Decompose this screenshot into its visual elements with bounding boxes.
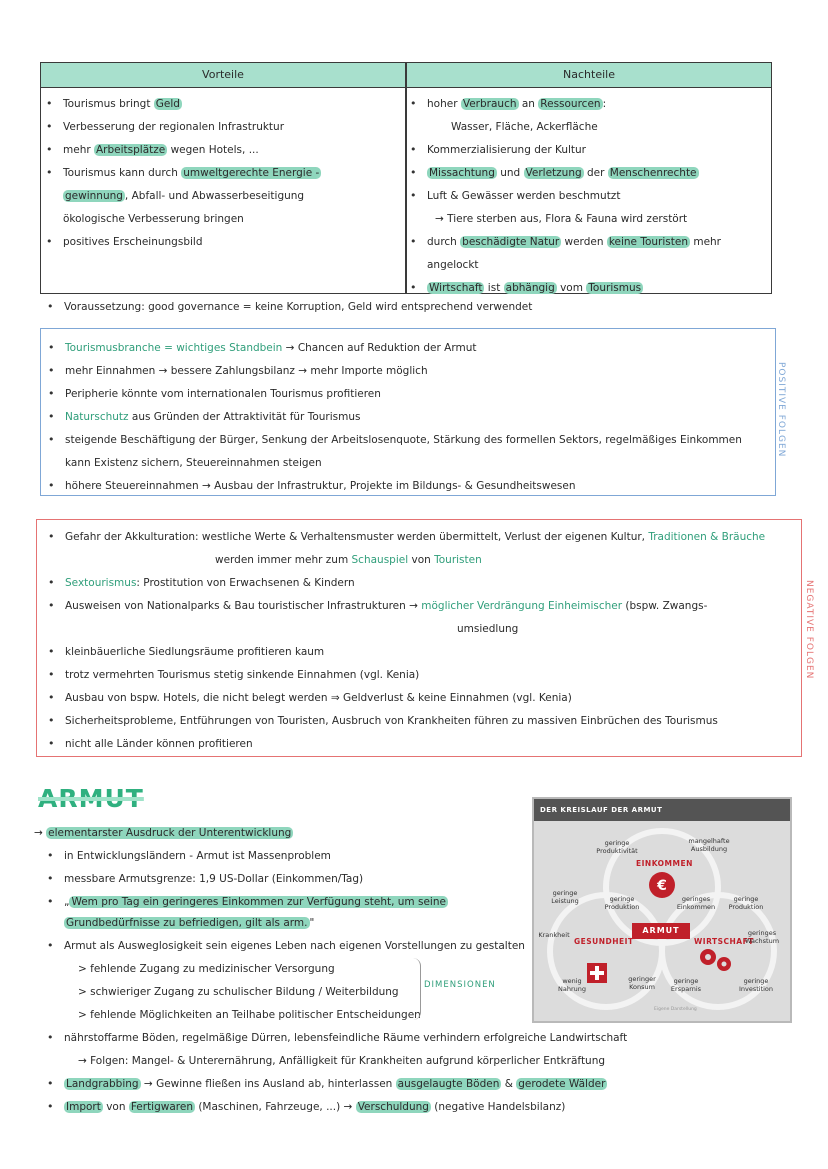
text-segment: gerodete Wälder (518, 1078, 606, 1090)
list-item (48, 410, 361, 424)
text-segment: von (408, 554, 435, 566)
text-segment: Import (66, 1101, 101, 1113)
text-segment: der (583, 167, 608, 179)
bullet: • (48, 530, 55, 543)
list-item (46, 166, 321, 180)
bullet: • (47, 939, 54, 952)
text-segment: mehr Einnahmen → bessere Zahlungsbilanz → mehr Importe möglich (65, 365, 428, 377)
bullet: • (48, 479, 55, 492)
text-segment: Fertigwaren (130, 1101, 193, 1113)
bullet: • (410, 143, 417, 156)
bullet: • (48, 433, 55, 446)
bullet: • (410, 281, 417, 294)
list-item (48, 387, 381, 401)
nachteile-header: Nachteile (407, 63, 771, 88)
list-item (46, 143, 259, 157)
text-segment: : (602, 98, 607, 110)
label-geringes-einkommen: geringes Einkommen (676, 895, 716, 911)
bullet: • (47, 872, 54, 885)
label-investition: geringe Investition (738, 977, 774, 993)
list-item (410, 189, 621, 203)
text-segment: kann Existenz sichern, Steuereinnahmen steigen (65, 457, 322, 469)
list-item (48, 576, 355, 590)
text-segment: höhere Steuereinnahmen → Ausbau der Infrastruktur, Projekte im Bildungs- & Gesundheitswesen (65, 480, 576, 492)
list-item (215, 553, 482, 567)
label-gp-right: geringe Produktion (728, 895, 764, 911)
text-segment: Verbesserung der regionalen Infrastruktur (63, 121, 285, 133)
svg-text:€: € (657, 878, 667, 894)
armut-title: ARMUT (38, 784, 144, 813)
text-segment: werden immer mehr zum (215, 554, 352, 566)
text-segment: steigende Beschäftigung der Bürger, Senkung der Arbeitslosenquote, Stärkung des formellen Sektors, regelmäßiges Einkommen (65, 434, 742, 446)
list-item (78, 1054, 605, 1068)
text-segment: > schwieriger Zugang zu schulischer Bildung / Weiterbildung (78, 986, 399, 998)
list-item (78, 985, 399, 999)
text-segment: werden (561, 236, 607, 248)
diagram-title: DER KREISLAUF DER ARMUT (534, 799, 790, 821)
text-segment: Verschuldung (357, 1101, 429, 1113)
bullet: • (46, 143, 53, 156)
list-item (78, 962, 335, 976)
text-segment: (Maschinen, Fahrzeuge, ...) → (195, 1101, 356, 1113)
text-segment: Geld (155, 98, 180, 110)
bullet: • (47, 895, 54, 908)
text-segment: > fehlende Zugang zu medizinischer Versorgung (78, 963, 335, 975)
text-segment: umsiedlung (457, 623, 519, 635)
text-segment: → Folgen: Mangel- & Unterernährung, Anfälligkeit für Krankheiten aufgrund körperlicher Entkräftung (78, 1055, 606, 1067)
bullet: • (46, 97, 53, 110)
diagram-source: Eigene Darstellung (654, 1007, 697, 1012)
text-segment: Arbeitsplätze (96, 144, 166, 156)
text-segment: ist (484, 282, 504, 294)
text-segment: vom (556, 282, 587, 294)
list-item (47, 895, 448, 909)
text-segment: hoher (427, 98, 461, 110)
list-item (48, 433, 742, 447)
list-item (435, 212, 687, 226)
bullet: • (48, 714, 55, 727)
text-segment: Verletzung (525, 167, 582, 179)
bullet: • (48, 576, 55, 589)
text-segment: aus Gründen der Attraktivität für Tourismus (128, 411, 361, 423)
list-item (63, 189, 304, 203)
text-segment: → Tiere sterben aus, Flora & Fauna wird zerstört (435, 213, 688, 225)
list-item (410, 235, 721, 249)
list-item (63, 212, 244, 226)
label-wirtschaft: WIRTSCHAFT (694, 937, 754, 946)
text-segment: Ressourcen (540, 98, 601, 110)
text-segment: mehr (690, 236, 721, 248)
negative-consequences-box (36, 519, 802, 757)
label-leistung: geringe Leistung (551, 889, 579, 905)
label-einkommen: EINKOMMEN (636, 859, 693, 868)
list-item (410, 97, 607, 111)
text-segment: umweltgerechte Energie - (183, 167, 320, 179)
list-item (47, 1100, 566, 1114)
list-item (48, 714, 718, 728)
text-segment: ausgelaugte Böden (397, 1078, 500, 1090)
text-segment: , Abfall- und Abwasserbeseitigung (124, 190, 305, 202)
text-segment: durch (427, 236, 461, 248)
list-item (451, 120, 598, 134)
text-segment: > fehlende Möglichkeiten an Teilhabe politischer Entscheidungen (78, 1009, 421, 1021)
label-gp-top: geringe Produktivität (596, 839, 638, 855)
dimensionen-label: DIMENSIONEN (424, 980, 496, 990)
text-segment: Tourismus bringt (63, 98, 154, 110)
text-segment: Ausbau von bspw. Hotels, die nicht belegt werden ⇒ Geldverlust & keine Einnahmen (vgl. Kenia) (65, 692, 572, 704)
text-segment: mehr (63, 144, 94, 156)
text-segment: abhängig (505, 282, 555, 294)
text-segment: Sicherheitsprobleme, Entführungen von Touristen, Ausbruch von Krankheiten führen zu massiven Einbrüchen des Tourismus (65, 715, 718, 727)
text-segment: Touristen (434, 554, 482, 566)
list-item (47, 1077, 607, 1091)
text-segment: wegen Hotels, ... (167, 144, 259, 156)
list-item (48, 737, 253, 751)
voraussetzung-line: • Voraussetzung: good governance = keine Korruption, Geld wird entsprechend verwendet (47, 300, 533, 313)
poverty-cycle-diagram (532, 797, 792, 1023)
list-item (46, 235, 203, 249)
text-segment: Peripherie könnte vom internationalen Tourismus profitieren (65, 388, 381, 400)
text-segment: Ausweisen von Nationalparks & Bau touristischer Infrastrukturen → (65, 600, 422, 612)
text-segment: nährstoffarme Böden, regelmäßige Dürren, lebensfeindliche Räume verhindern erfolgreiche Landwirtschaft (64, 1032, 628, 1044)
pros-cons-table (40, 62, 772, 294)
bullet: • (410, 235, 417, 248)
list-item (48, 691, 572, 705)
bullet: • (46, 166, 53, 179)
text-segment: (bspw. Zwangs- (622, 600, 708, 612)
text-segment: Luft & Gewässer werden beschmutzt (427, 190, 621, 202)
text-segment: Schauspiel (351, 554, 409, 566)
text-segment: Wirtschaft (429, 282, 483, 294)
bullet: • (46, 235, 53, 248)
text-segment: nicht alle Länder können profitieren (65, 738, 253, 750)
label-krankheit: Krankheit (538, 931, 570, 939)
text-segment: Missachtung (429, 167, 495, 179)
list-item (410, 166, 699, 180)
bullet: • (48, 387, 55, 400)
text-segment: „ (64, 896, 70, 908)
text-segment: Sextourismus (65, 577, 137, 589)
text-segment: (negative Handelsbilanz) (430, 1101, 566, 1113)
diagram-center-armut: ARMUT (632, 923, 690, 939)
table-divider (405, 63, 407, 293)
text-segment: → Gewinne fließen ins Ausland ab, hinterlassen (140, 1078, 396, 1090)
vorteile-header: Vorteile (41, 63, 405, 88)
text-segment: Menschenrechte (609, 167, 697, 179)
text-segment: Landgrabbing (66, 1078, 139, 1090)
bullet: • (410, 97, 417, 110)
text-segment: trotz vermehrten Tourismus stetig sinkende Einnahmen (vgl. Kenia) (65, 669, 420, 681)
bullet: • (48, 668, 55, 681)
list-item (47, 872, 364, 886)
bullet: • (48, 691, 55, 704)
text-segment: & (501, 1078, 517, 1090)
text-segment: Traditionen & Bräuche (648, 531, 766, 543)
text-segment: Gefahr der Akkulturation: westliche Werte & Verhaltensmuster werden übermittelt, Verlust der eigenen Kultur, (65, 531, 649, 543)
text-segment: positives Erscheinungsbild (63, 236, 203, 248)
text-segment: kleinbäuerliche Siedlungsräume profitieren kaum (65, 646, 325, 658)
bullet: • (410, 166, 417, 179)
text-segment: → Chancen auf Reduktion der Armut (282, 342, 477, 354)
list-item (78, 1008, 421, 1022)
bullet: • (48, 341, 55, 354)
text-segment: beschädigte Natur (462, 236, 560, 248)
list-item (48, 645, 325, 659)
list-item (47, 939, 525, 953)
text-segment: Tourismus (588, 282, 642, 294)
list-item (410, 143, 586, 157)
bullet: • (48, 364, 55, 377)
text-segment: Tourismusbranche = wichtiges Standbein (65, 342, 283, 354)
text-segment: : Prostitution von Erwachsenen & Kindern (136, 577, 355, 589)
label-gp-mid: geringe Produktion (604, 895, 640, 911)
label-konsum: geringer Konsum (628, 975, 656, 991)
bullet: • (410, 189, 417, 202)
list-item (34, 826, 293, 840)
label-gesundheit: GESUNDHEIT (574, 937, 634, 946)
text-segment: " (309, 917, 315, 929)
bullet: • (48, 737, 55, 750)
list-item (410, 281, 643, 295)
text-segment: Grundbedürfnisse zu befriedigen, gilt als arm. (66, 917, 308, 929)
positive-consequences-box (40, 328, 776, 496)
list-item (46, 97, 182, 111)
list-item (427, 258, 479, 272)
list-item (64, 916, 314, 930)
bullet: • (47, 1100, 54, 1113)
list-item (48, 341, 477, 355)
text-segment: Kommerzialisierung der Kultur (427, 144, 586, 156)
text-segment: Tourismus kann durch (63, 167, 182, 179)
bullet: • (47, 849, 54, 862)
text-segment: von (102, 1101, 129, 1113)
text-segment: Wasser, Fläche, Ackerfläche (451, 121, 598, 133)
text-segment: und (496, 167, 524, 179)
list-item (48, 668, 420, 682)
list-item (48, 599, 708, 613)
positive-label: POSITIVE FOLGEN (776, 362, 786, 458)
list-item (457, 622, 518, 636)
text-segment: an (518, 98, 539, 110)
bullet: • (48, 645, 55, 658)
text-segment: Wem pro Tag ein geringeres Einkommen zur Verfügung steht, um seine (71, 896, 446, 908)
text-segment: keine Touristen (608, 236, 688, 248)
text-segment: Armut als Ausweglosigkeit sein eigenes Leben nach eigenen Vorstellungen zu gestalten (64, 940, 525, 952)
list-item (47, 1031, 628, 1045)
text-segment: ökologische Verbesserung bringen (63, 213, 244, 225)
bullet: • (48, 410, 55, 423)
text-segment: messbare Armutsgrenze: 1,9 US-Dollar (Einkommen/Tag) (64, 873, 364, 885)
text-segment: möglicher Verdrängung Einheimischer (421, 600, 623, 612)
text-segment: angelockt (427, 259, 479, 271)
label-ersparnis: geringe Ersparnis (670, 977, 702, 993)
dimensions-brace (412, 958, 421, 1020)
bullet: • (47, 1077, 54, 1090)
list-item (46, 120, 285, 134)
list-item (48, 479, 576, 493)
label-wachstum: geringes Wachstum (744, 929, 780, 945)
bullet: • (47, 1031, 54, 1044)
text-segment: elementarster Ausdruck der Unterentwicklung (48, 827, 292, 839)
negative-label: NEGATIVE FOLGEN (804, 580, 814, 680)
text-segment: Verbrauch (462, 98, 517, 110)
list-item (48, 364, 428, 378)
text-segment: Naturschutz (65, 411, 129, 423)
text-segment: gewinnung (65, 190, 123, 202)
list-item (48, 530, 766, 544)
list-item (65, 456, 322, 470)
text-segment: → (34, 827, 47, 839)
label-nahrung: wenig Nahrung (557, 977, 586, 993)
bullet: • (46, 120, 53, 133)
list-item (47, 849, 331, 863)
label-mangel: mangelhafte Ausbildung (688, 837, 730, 853)
bullet: • (48, 599, 55, 612)
text-segment: in Entwicklungsländern - Armut ist Massenproblem (64, 850, 331, 862)
